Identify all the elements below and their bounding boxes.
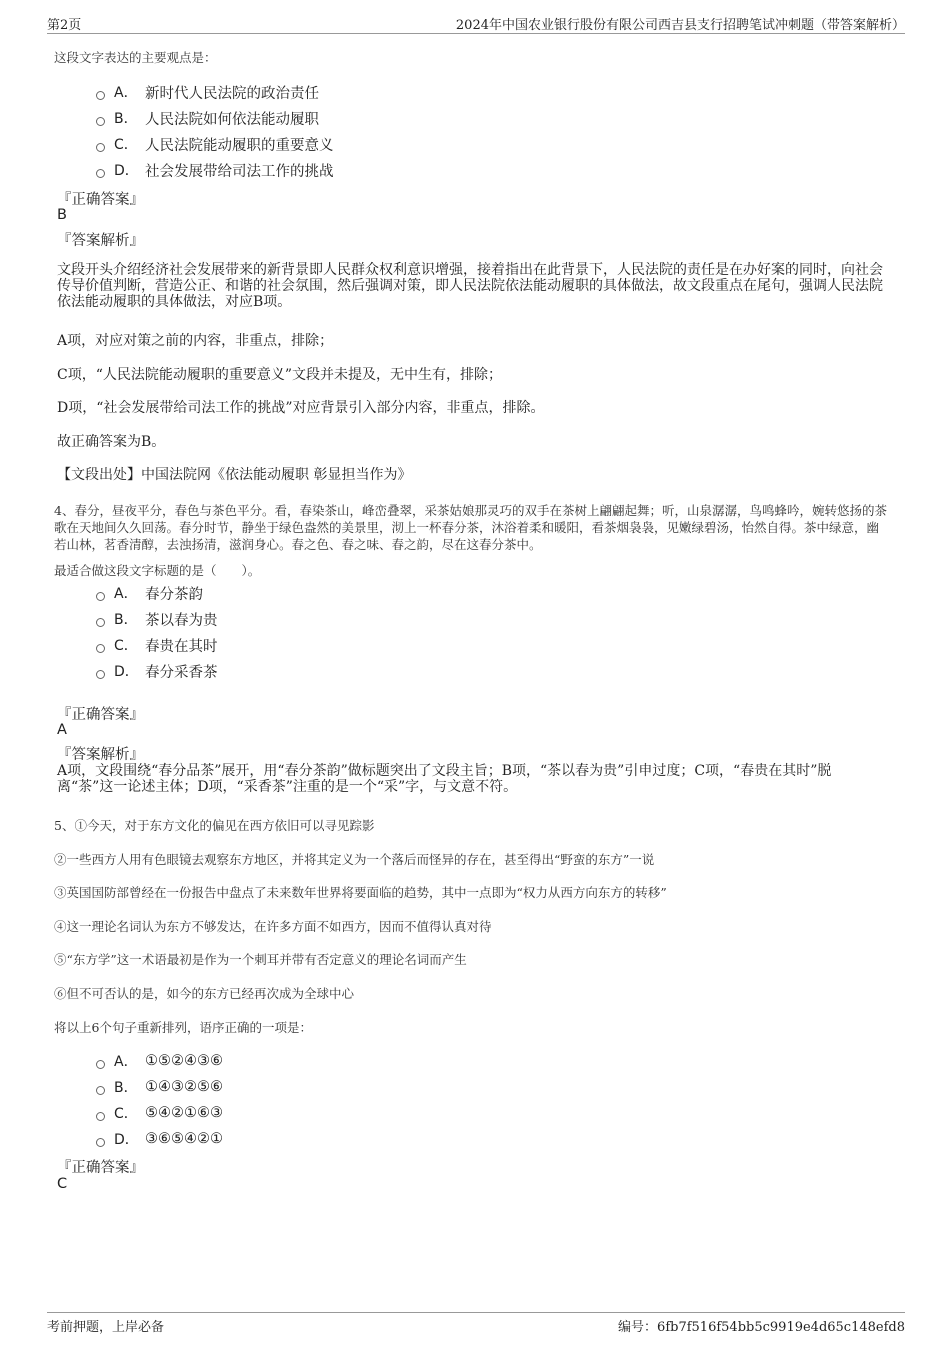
q5-sentence-1: 5、①今天，对于东方文化的偏见在西方依旧可以寻见踪影 <box>54 818 375 833</box>
q3-option-b[interactable]: B． 人民法院如何依法能动履职 <box>96 108 319 128</box>
radio-icon[interactable] <box>96 91 105 100</box>
q4-option-c[interactable]: C． 春贵在其时 <box>96 635 218 655</box>
page-number: 第2页 <box>47 18 82 33</box>
q3-analysis-d: D项，“社会发展带给司法工作的挑战”对应背景引入部分内容，非重点，排除。 <box>57 400 545 416</box>
q3-analysis-paragraph: 文段开头介绍经济社会发展带来的新背景即人民群众权利意识增强，接着指出在此背景下，人民法院的责任是在办好案的同时，向社会传导价值判断，营造公正、和谐的社会氛围，然后强调对策，即人民法院依法能动履职的具体做法，故文段重点在尾句，强调人民法院依法能动履职的具体做法，对应B项。 <box>57 262 883 310</box>
q3-analysis-a: A项，对应对策之前的内容，非重点，排除； <box>57 333 334 349</box>
q3-analysis-label: 『答案解析』 <box>57 233 144 249</box>
radio-icon[interactable] <box>96 592 105 601</box>
q3-option-a[interactable]: A． 新时代人民法院的政治责任 <box>96 82 319 102</box>
q5-answer-label: 『正确答案』 <box>57 1160 144 1176</box>
q3-stem: 这段文字表达的主要观点是： <box>54 50 217 65</box>
radio-icon[interactable] <box>96 1112 105 1121</box>
radio-icon[interactable] <box>96 169 105 178</box>
radio-icon[interactable] <box>96 670 105 679</box>
q5-option-c[interactable]: C． ⑤④②①⑥③ <box>96 1103 223 1123</box>
q4-option-d[interactable]: D． 春分采香茶 <box>96 661 218 681</box>
q4-option-b[interactable]: B． 茶以春为贵 <box>96 609 218 629</box>
page-footer <box>47 1312 905 1336</box>
q5-question: 将以上6个句子重新排列，语序正确的一项是： <box>54 1020 312 1035</box>
footer-slogan: 考前押题，上岸必备 <box>47 1320 165 1335</box>
q5-option-b[interactable]: B． ①④③②⑤⑥ <box>96 1077 223 1097</box>
q4-answer: A <box>57 722 67 738</box>
document-title: 2024年中国农业银行股份有限公司西吉县支行招聘笔试冲刺题（带答案解析） <box>455 18 905 33</box>
page-header <box>47 12 905 34</box>
q3-source: 【文段出处】中国法院网《依法能动履职 彰显担当作为》 <box>57 467 412 483</box>
radio-icon[interactable] <box>96 143 105 152</box>
q3-option-d[interactable]: D． 社会发展带给司法工作的挑战 <box>96 160 334 180</box>
q5-answer: C <box>57 1176 68 1192</box>
document-id: 编号：6fb7f516f54bb5c9919e4d65c148efd8 <box>618 1320 905 1335</box>
q3-analysis-c: C项，“人民法院能动履职的重要意义”文段并未提及，无中生有，排除； <box>57 367 503 383</box>
radio-icon[interactable] <box>96 1086 105 1095</box>
q3-answer: B <box>57 207 67 223</box>
radio-icon[interactable] <box>96 117 105 126</box>
q5-sentence-2: ②一些西方人用有色眼镜去观察东方地区，并将其定义为一个落后而怪异的存在，甚至得出“野蛮的东方”一说 <box>54 852 655 867</box>
radio-icon[interactable] <box>96 644 105 653</box>
q3-conclusion: 故正确答案为B。 <box>57 434 166 450</box>
q5-sentence-4: ④这一理论名词认为东方不够发达，在许多方面不如西方，因而不值得认真对待 <box>54 919 492 934</box>
q5-sentence-5: ⑤“东方学”这一术语最初是作为一个刺耳并带有否定意义的理论名词而产生 <box>54 952 467 967</box>
radio-icon[interactable] <box>96 618 105 627</box>
radio-icon[interactable] <box>96 1060 105 1069</box>
q4-option-a[interactable]: A． 春分茶韵 <box>96 583 203 603</box>
q4-answer-label: 『正确答案』 <box>57 707 144 723</box>
q4-stem: 4、春分，昼夜平分，春色与茶色平分。看，春染茶山，峰峦叠翠，采茶姑娘那灵巧的双手在茶树上翩翩起舞；听，山泉潺潺，鸟鸣蜂吟，婉转悠扬的茶歌在天地间久久回荡。春分时节，静坐于绿色盎然的美景里，沏上一杯春分茶，沐浴着柔和暖阳，看茶烟袅袅，见嫩绿碧汤，怡然自得。茶中绿意，幽若山林，茗香清醇，去浊扬清，滋润身心。春之色、春之味、春之韵，尽在这春分茶中。 <box>54 503 887 552</box>
q5-sentence-6: ⑥但不可否认的是，如今的东方已经再次成为全球中心 <box>54 986 355 1001</box>
q4-analysis-label: 『答案解析』 <box>57 747 144 763</box>
radio-icon[interactable] <box>96 1138 105 1147</box>
q3-option-c[interactable]: C． 人民法院能动履职的重要意义 <box>96 134 334 154</box>
q4-question: 最适合做这段文字标题的是（ ）。 <box>54 563 261 578</box>
q3-answer-label: 『正确答案』 <box>57 192 144 208</box>
q5-sentence-3: ③英国国防部曾经在一份报告中盘点了未来数年世界将要面临的趋势，其中一点即为“权力从西方向东方的转移” <box>54 885 667 900</box>
q5-option-a[interactable]: A． ①⑤②④③⑥ <box>96 1051 223 1071</box>
q5-option-d[interactable]: D． ③⑥⑤④②① <box>96 1129 223 1149</box>
q4-analysis: A项，文段围绕“春分品茶”展开，用“春分茶韵”做标题突出了文段主旨；B项，“茶以春为贵”引申过度；C项，“春贵在其时”脱离“茶”这一论述主体；D项，“采香茶”注重的是一个“采”字，与文意不符。 <box>57 763 832 795</box>
